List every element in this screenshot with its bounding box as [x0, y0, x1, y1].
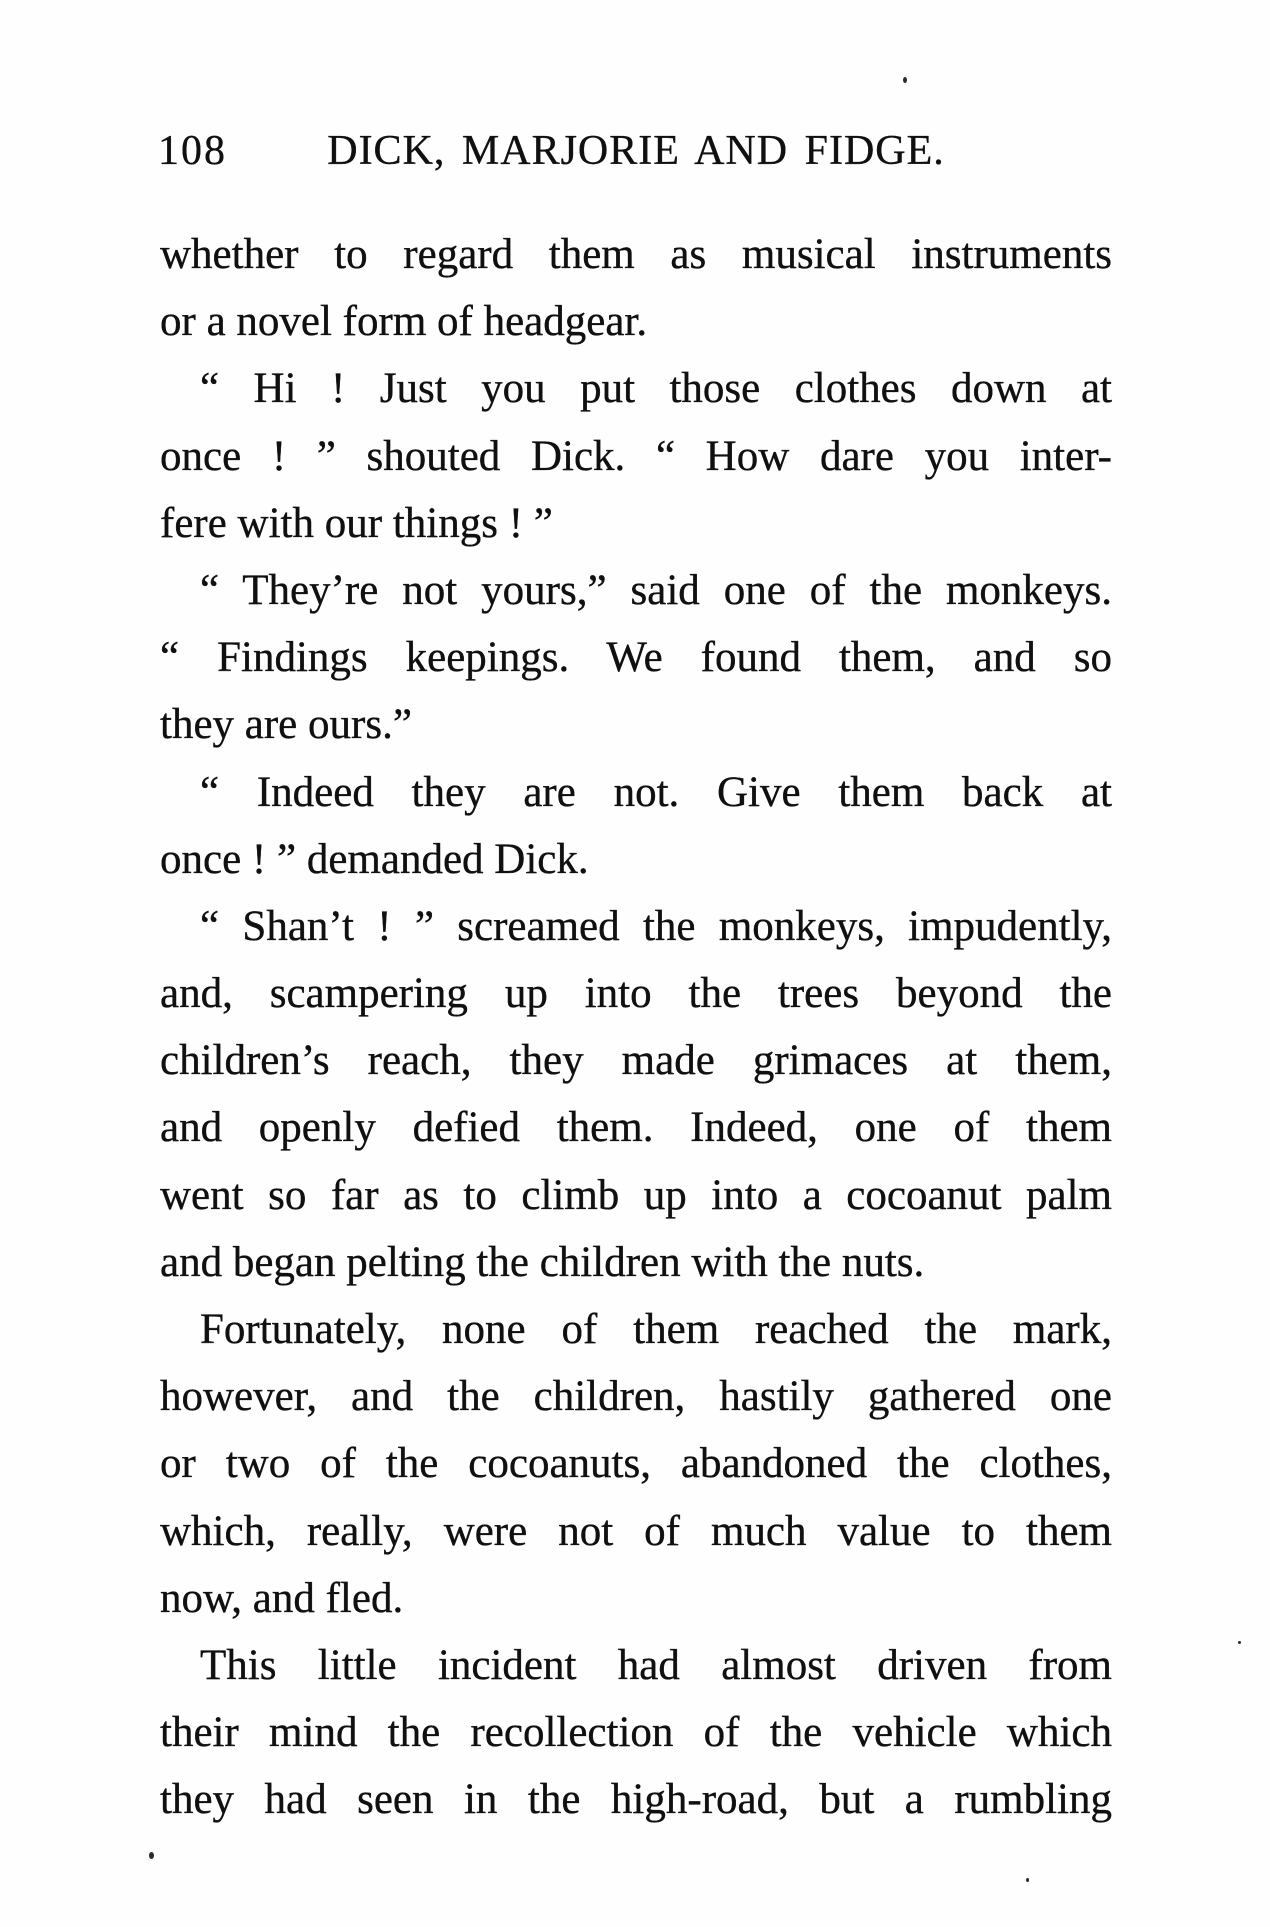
- text-line: fere with our things ! ”: [160, 499, 553, 547]
- text-line: “ Findings keepings. We found them, and so: [160, 634, 1112, 682]
- page-header: [158, 128, 1114, 180]
- text-line: “ Indeed they are not. Give them back at: [200, 768, 1112, 816]
- text-line: or two of the cocoanuts, abandoned the clothes,: [160, 1440, 1112, 1488]
- text-line: once ! ” demanded Dick.: [160, 835, 589, 883]
- text-line: Fortunately, none of them reached the mark,: [200, 1306, 1112, 1353]
- text-line: they are ours.”: [160, 701, 412, 749]
- text-line: or a novel form of headgear.: [160, 298, 648, 346]
- text-line: went so far as to climb up into a cocoanut palm: [160, 1171, 1112, 1219]
- text-line: and, scampering up into the trees beyond the: [160, 970, 1112, 1018]
- running-title: DICK, MARJORIE AND FIDGE.: [327, 128, 945, 174]
- text-line: once ! ” shouted Dick. “ How dare you inter-: [160, 432, 1112, 480]
- text-line: their mind the recollection of the vehicle which: [160, 1709, 1112, 1757]
- text-line: “ Shan’t ! ” screamed the monkeys, impudently,: [200, 902, 1112, 950]
- text-line: they had seen in the high-road, but a rumbling: [160, 1776, 1112, 1824]
- text-line: however, and the children, hastily gathered one: [160, 1373, 1112, 1421]
- ink-speck: [149, 1852, 154, 1859]
- text-line: “ They’re not yours,” said one of the monkeys.: [200, 566, 1112, 614]
- text-line: whether to regard them as musical instruments: [160, 231, 1112, 278]
- ink-speck: [903, 77, 907, 83]
- text-line: and began pelting the children with the nuts.: [160, 1238, 925, 1286]
- text-line: now, and fled.: [160, 1574, 404, 1622]
- text-line: “ Hi ! Just you put those clothes down at: [200, 365, 1112, 413]
- text-line: which, really, were not of much value to them: [160, 1507, 1112, 1555]
- ink-speck: [1026, 1878, 1029, 1882]
- text-line: children’s reach, they made grimaces at them,: [160, 1037, 1112, 1085]
- text-line: and openly defied them. Indeed, one of them: [160, 1104, 1112, 1152]
- text-line: This little incident had almost driven from: [200, 1641, 1112, 1689]
- page-number: 108: [158, 128, 227, 174]
- body-text: [160, 221, 1112, 1834]
- ink-speck: [1238, 1641, 1241, 1644]
